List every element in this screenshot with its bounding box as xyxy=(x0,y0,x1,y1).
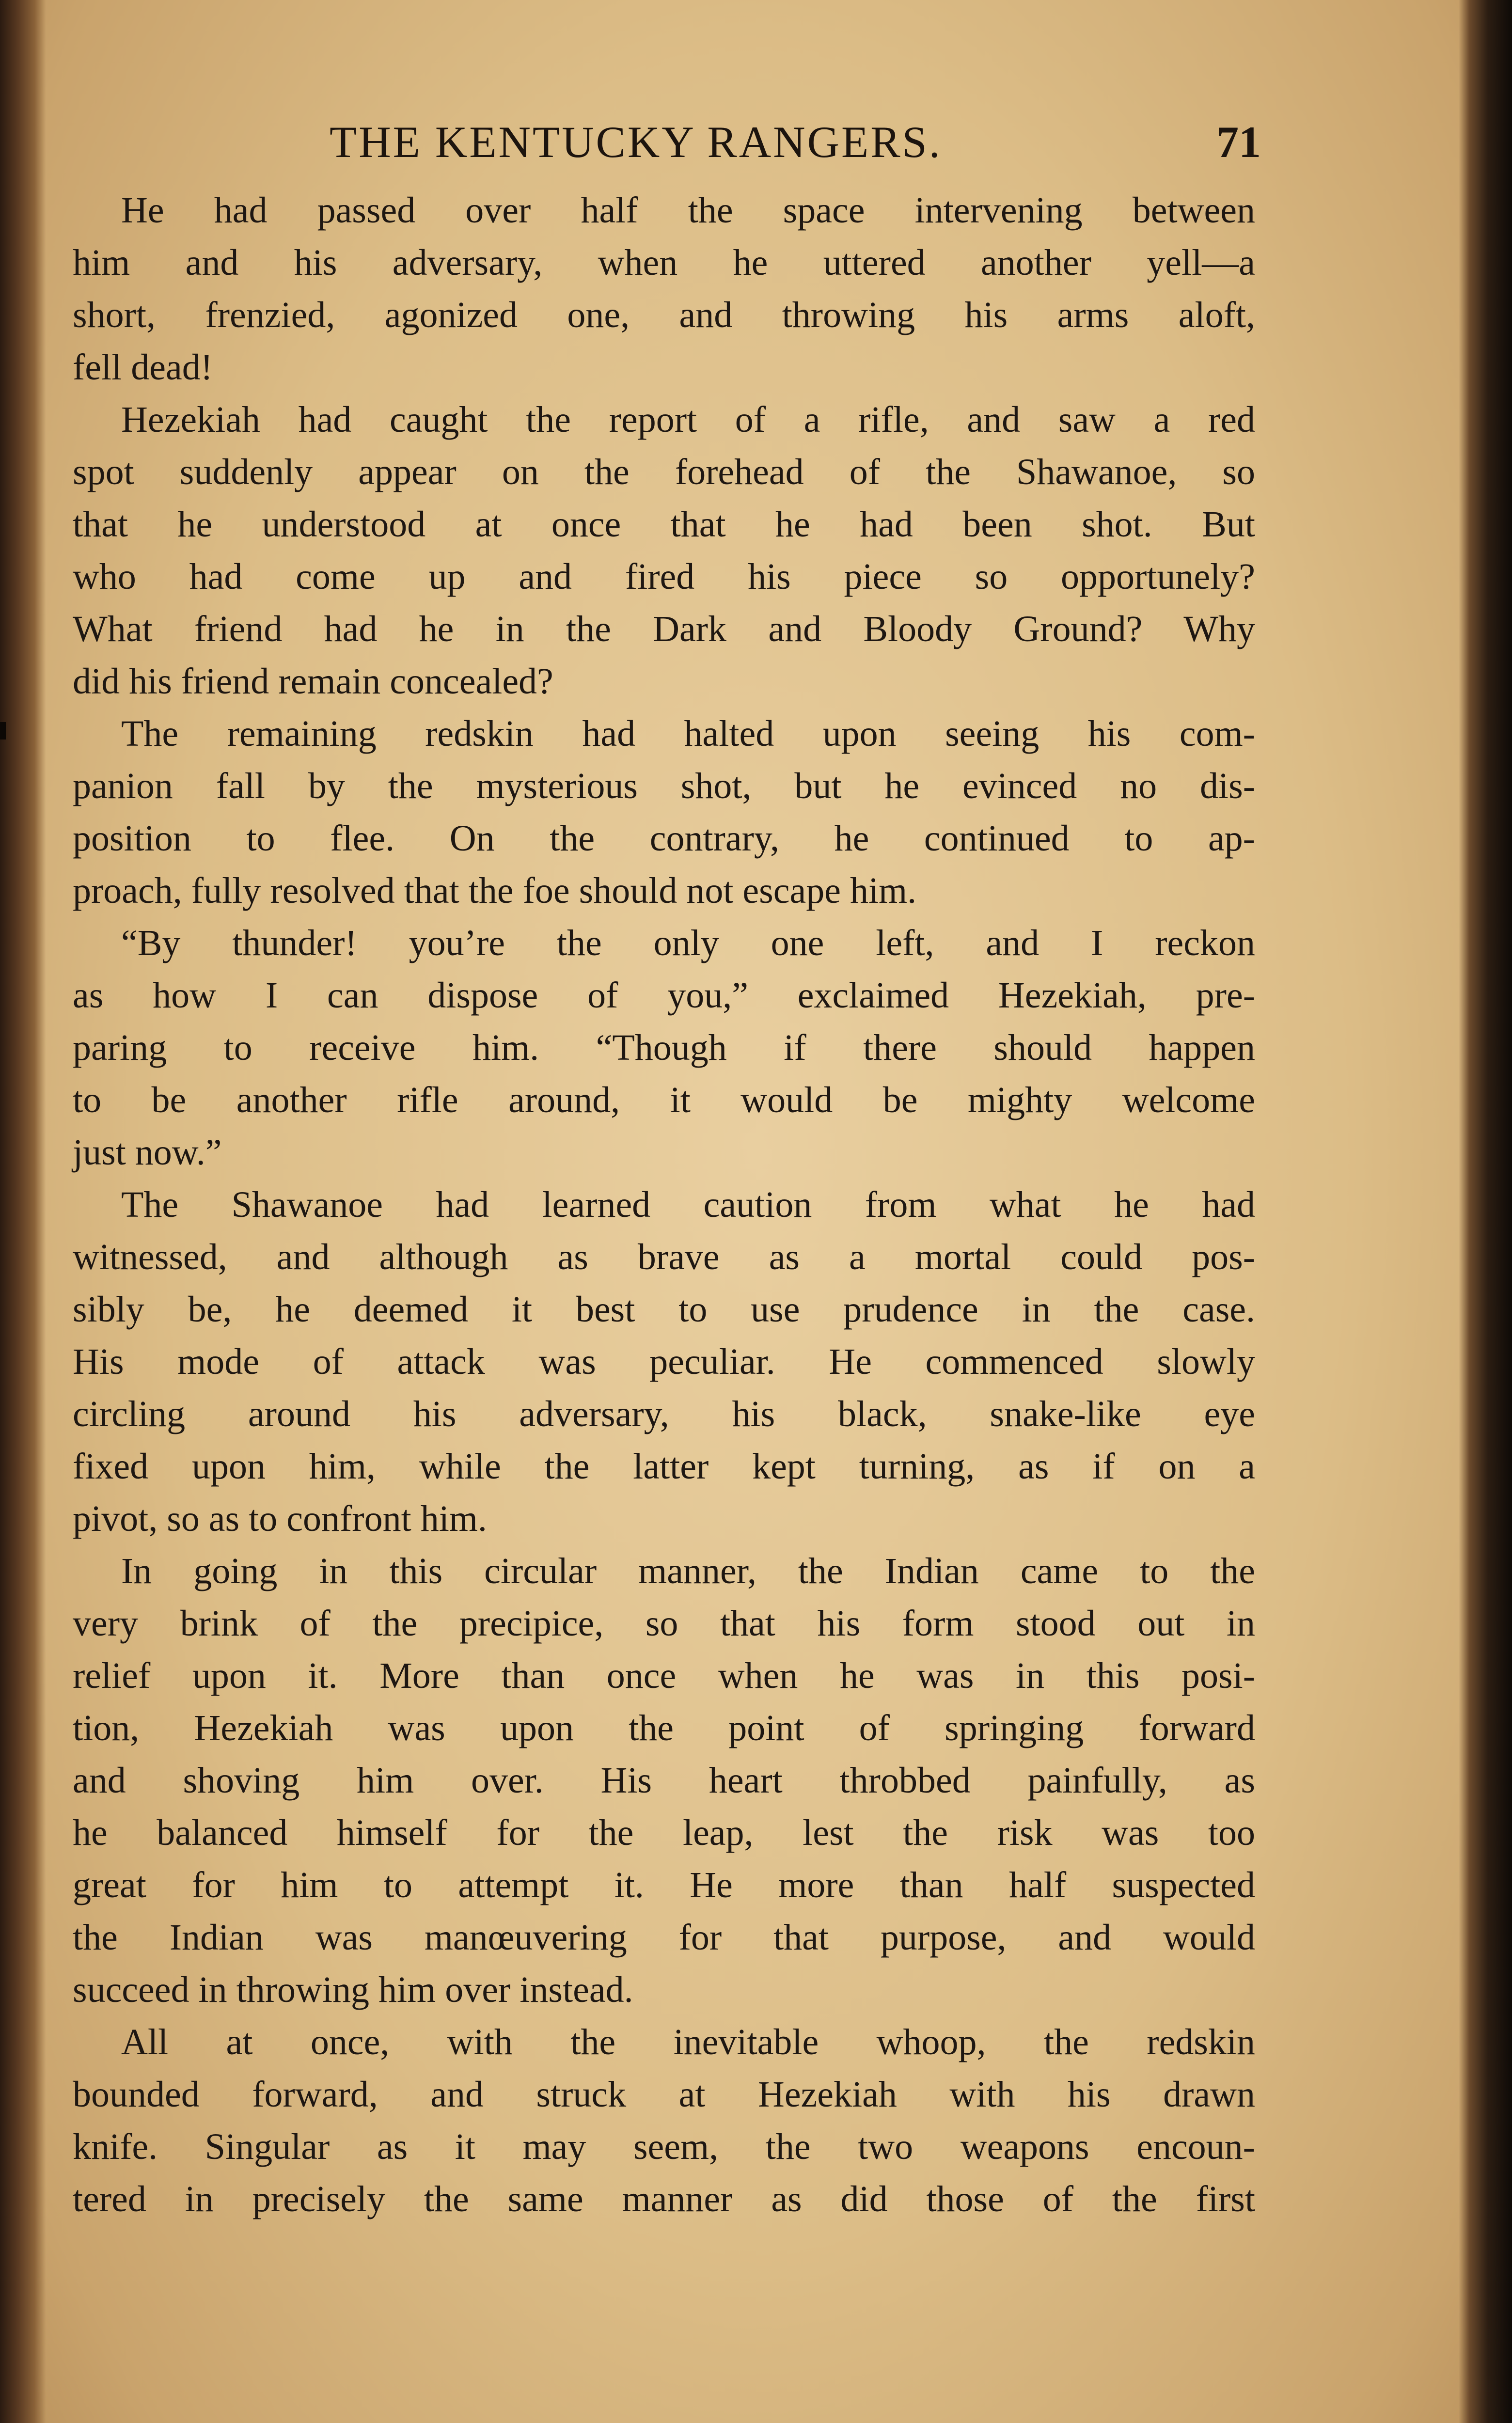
text-line: circling around his adversary, his black, snake-like eye xyxy=(73,1394,1255,1434)
text-line: Hezekiah had caught the report of a rifle, and saw a red xyxy=(121,399,1255,440)
margin-mark xyxy=(0,722,6,739)
text-line: fixed upon him, while the latter kept turning, as if on a xyxy=(73,1446,1255,1487)
text-line: All at once, with the inevitable whoop, the redskin xyxy=(121,2022,1255,2062)
text-line: that he understood at once that he had been shot. But xyxy=(73,504,1255,545)
text-line: just now.” xyxy=(73,1132,222,1173)
text-line: as how I can dispose of you,” exclaimed Hezekiah, pre- xyxy=(73,975,1255,1016)
text-line: position to flee. On the contrary, he continued to ap- xyxy=(73,818,1255,859)
text-line: spot suddenly appear on the forehead of the Shawanoe, so xyxy=(73,452,1255,492)
text-line: relief upon it. More than once when he was in this posi- xyxy=(73,1655,1255,1696)
page-header xyxy=(330,116,1289,174)
text-line: What friend had he in the Dark and Bloody Ground? Why xyxy=(73,609,1255,649)
text-line: him and his adversary, when he uttered another yell—a xyxy=(73,242,1255,283)
text-line: did his friend remain concealed? xyxy=(73,661,553,702)
page-edge-shadow xyxy=(1459,0,1512,2423)
text-line: The remaining redskin had halted upon seeing his com- xyxy=(121,713,1255,754)
text-line: knife. Singular as it may seem, the two weapons encoun- xyxy=(73,2126,1255,2167)
text-line: to be another rifle around, it would be mighty welcome xyxy=(73,1080,1255,1120)
body-text xyxy=(73,184,1255,2225)
text-line: very brink of the precipice, so that his form stood out in xyxy=(73,1603,1255,1644)
text-line: and shoving him over. His heart throbbed painfully, as xyxy=(73,1760,1255,1801)
text-line: panion fall by the mysterious shot, but he evinced no dis- xyxy=(73,766,1255,806)
text-line: great for him to attempt it. He more than half suspected xyxy=(73,1865,1255,1905)
text-line: the Indian was manœuvering for that purpose, and would xyxy=(73,1917,1255,1958)
text-line: tion, Hezekiah was upon the point of springing forward xyxy=(73,1708,1255,1748)
text-line: witnessed, and although as brave as a mortal could pos- xyxy=(73,1237,1255,1277)
text-line: In going in this circular manner, the Indian came to the xyxy=(121,1551,1255,1591)
text-line: tered in precisely the same manner as did those of the first xyxy=(73,2179,1255,2219)
text-line: pivot, so as to confront him. xyxy=(73,1498,487,1539)
text-line: bounded forward, and struck at Hezekiah with his drawn xyxy=(73,2074,1255,2115)
text-line: who had come up and fired his piece so opportunely? xyxy=(73,556,1255,597)
text-line: short, frenzied, agonized one, and throwing his arms aloft, xyxy=(73,295,1255,335)
page-gutter-shadow xyxy=(0,0,46,2423)
text-line: His mode of attack was peculiar. He commenced slowly xyxy=(73,1341,1255,1382)
text-line: fell dead! xyxy=(73,347,213,388)
running-head: THE KENTUCKY RANGERS. xyxy=(330,117,942,167)
text-line: “By thunder! you’re the only one left, and I reckon xyxy=(121,923,1255,963)
text-line: proach, fully resolved that the foe should not escape him. xyxy=(73,870,917,911)
page-number: 71 xyxy=(1216,117,1261,167)
text-line: He had passed over half the space intervening between xyxy=(121,190,1255,231)
text-line: sibly be, he deemed it best to use prudence in the case. xyxy=(73,1289,1255,1330)
text-line: The Shawanoe had learned caution from what he had xyxy=(121,1184,1255,1225)
text-line: paring to receive him. “Though if there should happen xyxy=(73,1027,1255,1068)
text-line: he balanced himself for the leap, lest the risk was too xyxy=(73,1812,1255,1853)
text-line: succeed in throwing him over instead. xyxy=(73,1969,633,2010)
